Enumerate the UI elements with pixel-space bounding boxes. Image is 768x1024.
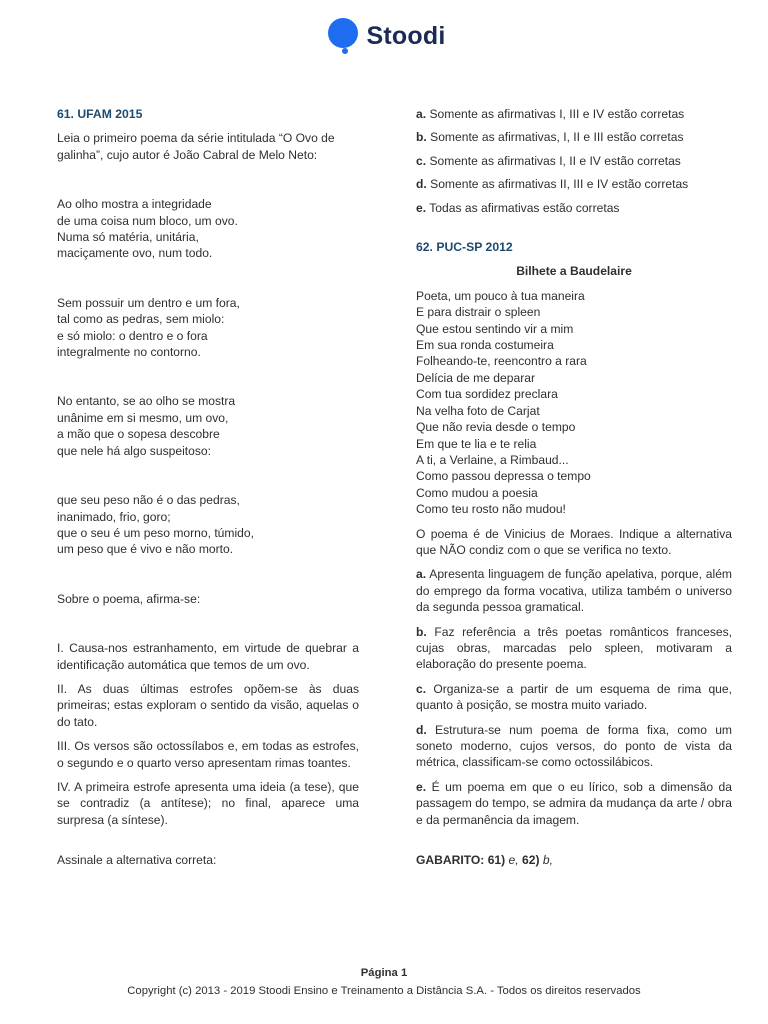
- option-letter: c.: [416, 681, 427, 696]
- verse: Na velha foto de Carjat: [416, 403, 540, 418]
- option-a: [416, 566, 732, 615]
- verse: Que estou sentindo vir a mim: [416, 321, 574, 336]
- answer-value: b,: [542, 853, 553, 868]
- option-e: [416, 779, 732, 828]
- option-b: [416, 129, 732, 145]
- option-b: [416, 624, 732, 673]
- answer-key-label: GABARITO:: [416, 853, 485, 868]
- poem-title: Bilhete a Baudelaire: [516, 264, 632, 279]
- poem-stanza-3: [57, 393, 359, 459]
- verse: Sem possuir um dentro e um fora,: [57, 295, 240, 310]
- poem-stanza-4: [57, 492, 359, 558]
- verse: um peso que é vivo e não morto.: [57, 542, 234, 557]
- poem-stanza-2: [57, 295, 359, 361]
- verse: Como passou depressa o tempo: [416, 469, 591, 484]
- question-61-closing: Assinale a alternativa correta:: [57, 853, 217, 868]
- option-text: Apresenta linguagem de função apelativa, porque, além do emprego da forma vocativa, utiliza também o universo da segunda pessoa gramatical.: [416, 567, 732, 615]
- verse: Como mudou a poesia: [416, 485, 538, 500]
- option-letter: d.: [416, 722, 427, 737]
- option-letter: b.: [416, 624, 427, 639]
- option-letter: b.: [416, 130, 427, 145]
- answer-key: [416, 852, 732, 868]
- option-text: Faz referência a três poetas românticos franceses, cujas obras, marcadas pelo spleen, motivaram a elaboração do presente poema.: [416, 624, 732, 672]
- verse: maciçamente ovo, num todo.: [57, 246, 213, 261]
- option-text: Estrutura-se num poema de forma fixa, como um soneto moderno, cujos versos, do ponto de vista da métrica, classificam-se como octossilábicos.: [416, 722, 732, 770]
- question-62-text: O poema é de Vinicius de Moraes. Indique a alternativa que NÃO condiz com o que se verifica no texto.: [416, 526, 732, 557]
- option-c: [416, 153, 732, 169]
- statement-3: III. Os versos são octossílabos e, em todas as estrofes, o segundo e o quarto verso apresentam rimas toantes.: [57, 739, 359, 770]
- option-a: [416, 106, 732, 122]
- question-61-intro: Leia o primeiro poema da série intitulada “O Ovo de galinha”, cujo autor é João Cabral de Melo Neto:: [57, 131, 335, 162]
- option-letter: e.: [416, 200, 427, 215]
- option-d: [416, 176, 732, 192]
- option-text: É um poema em que o eu lírico, sob a dimensão da passagem do tempo, se admira da mudança da arte / obra e da permanência da imagem.: [416, 779, 732, 827]
- verse: tal como as pedras, sem miolo:: [57, 312, 225, 327]
- question-61-title: 61. UFAM 2015: [57, 107, 143, 121]
- option-letter: a.: [416, 567, 427, 582]
- question-62-title: 62. PUC-SP 2012: [416, 240, 513, 255]
- statements-prompt: Sobre o poema, afirma-se:: [57, 591, 201, 606]
- verse: unânime em si mesmo, um ovo,: [57, 410, 229, 425]
- option-text: Somente as afirmativas I, II e IV estão corretas: [429, 153, 681, 168]
- verse: a mão que o sopesa descobre: [57, 427, 220, 442]
- option-text: Organiza-se a partir de um esquema de rima que, quanto à posição, se mostra muito variado.: [416, 681, 732, 713]
- verse: Como teu rosto não mudou!: [416, 502, 566, 517]
- verse: que o seu é um peso morno, túmido,: [57, 525, 254, 540]
- verse: Poeta, um pouco à tua maneira: [416, 288, 585, 303]
- copyright: Copyright (c) 2013 - 2019 Stoodi Ensino e Treinamento a Distância S.A. - Todos os direitos reservados: [127, 985, 641, 997]
- verse: Delícia de me deparar: [416, 370, 535, 385]
- option-letter: e.: [416, 779, 427, 794]
- poem-bilhete: [416, 288, 732, 518]
- option-e: [416, 200, 732, 216]
- option-letter: c.: [416, 153, 427, 168]
- question-61-options: [416, 106, 732, 216]
- verse: Que não revia desde o tempo: [416, 420, 576, 435]
- verse: Em que te lia e te relia: [416, 436, 537, 451]
- verse: Em sua ronda costumeira: [416, 338, 554, 353]
- option-text: Somente as afirmativas, I, II e III estão corretas: [430, 130, 684, 145]
- speech-bubble-icon: [323, 16, 363, 56]
- verse: integralmente no contorno.: [57, 345, 201, 360]
- statement-2: II. As duas últimas estrofes opõem-se às duas primeiras; estas exploram o sentido da visão, aquelas o do tato.: [57, 681, 359, 729]
- verse: que seu peso não é o das pedras,: [57, 493, 240, 508]
- page-number: Página 1: [360, 967, 408, 979]
- brand-name: Stoodi: [366, 21, 446, 50]
- statement-1: I. Causa-nos estranhamento, em virtude de quebrar a identificação automática que temos de um ovo.: [57, 641, 359, 672]
- stoodi-logo: [0, 16, 768, 56]
- option-letter: a.: [416, 107, 427, 121]
- answer-number: 61): [487, 853, 506, 868]
- verse: E para distrair o spleen: [416, 305, 541, 320]
- answer-number: 62): [522, 853, 540, 868]
- option-text: Todas as afirmativas estão corretas: [429, 200, 620, 215]
- verse: No entanto, se ao olho se mostra: [57, 394, 236, 409]
- verse: Com tua sordidez preclara: [416, 387, 558, 402]
- verse: que nele há algo suspeitoso:: [57, 443, 211, 458]
- option-d: [416, 722, 732, 771]
- verse: e só miolo: o dentro e o fora: [57, 328, 208, 343]
- verse: inanimado, frio, goro;: [57, 509, 171, 524]
- verse: Numa só matéria, unitária,: [57, 230, 199, 245]
- verse: de uma coisa num bloco, um ovo.: [57, 213, 238, 228]
- option-text: Somente as afirmativas II, III e IV estão corretas: [430, 177, 689, 192]
- left-column: [57, 106, 359, 869]
- option-letter: d.: [416, 177, 427, 192]
- option-c: [416, 681, 732, 714]
- right-column: [416, 106, 732, 868]
- verse: Ao olho mostra a integridade: [57, 197, 212, 212]
- poem-stanza-1: [57, 196, 359, 262]
- answer-value: e,: [508, 853, 519, 868]
- statement-4: IV. A primeira estrofe apresenta uma ideia (a tese), que se contradiz (a antítese); no final, aparece uma surpresa (a síntese).: [57, 779, 359, 827]
- verse: Folheando-te, reencontro a rara: [416, 354, 587, 369]
- option-text: Somente as afirmativas I, III e IV estão corretas: [429, 107, 685, 121]
- verse: A ti, a Verlaine, a Rimbaud...: [416, 452, 569, 467]
